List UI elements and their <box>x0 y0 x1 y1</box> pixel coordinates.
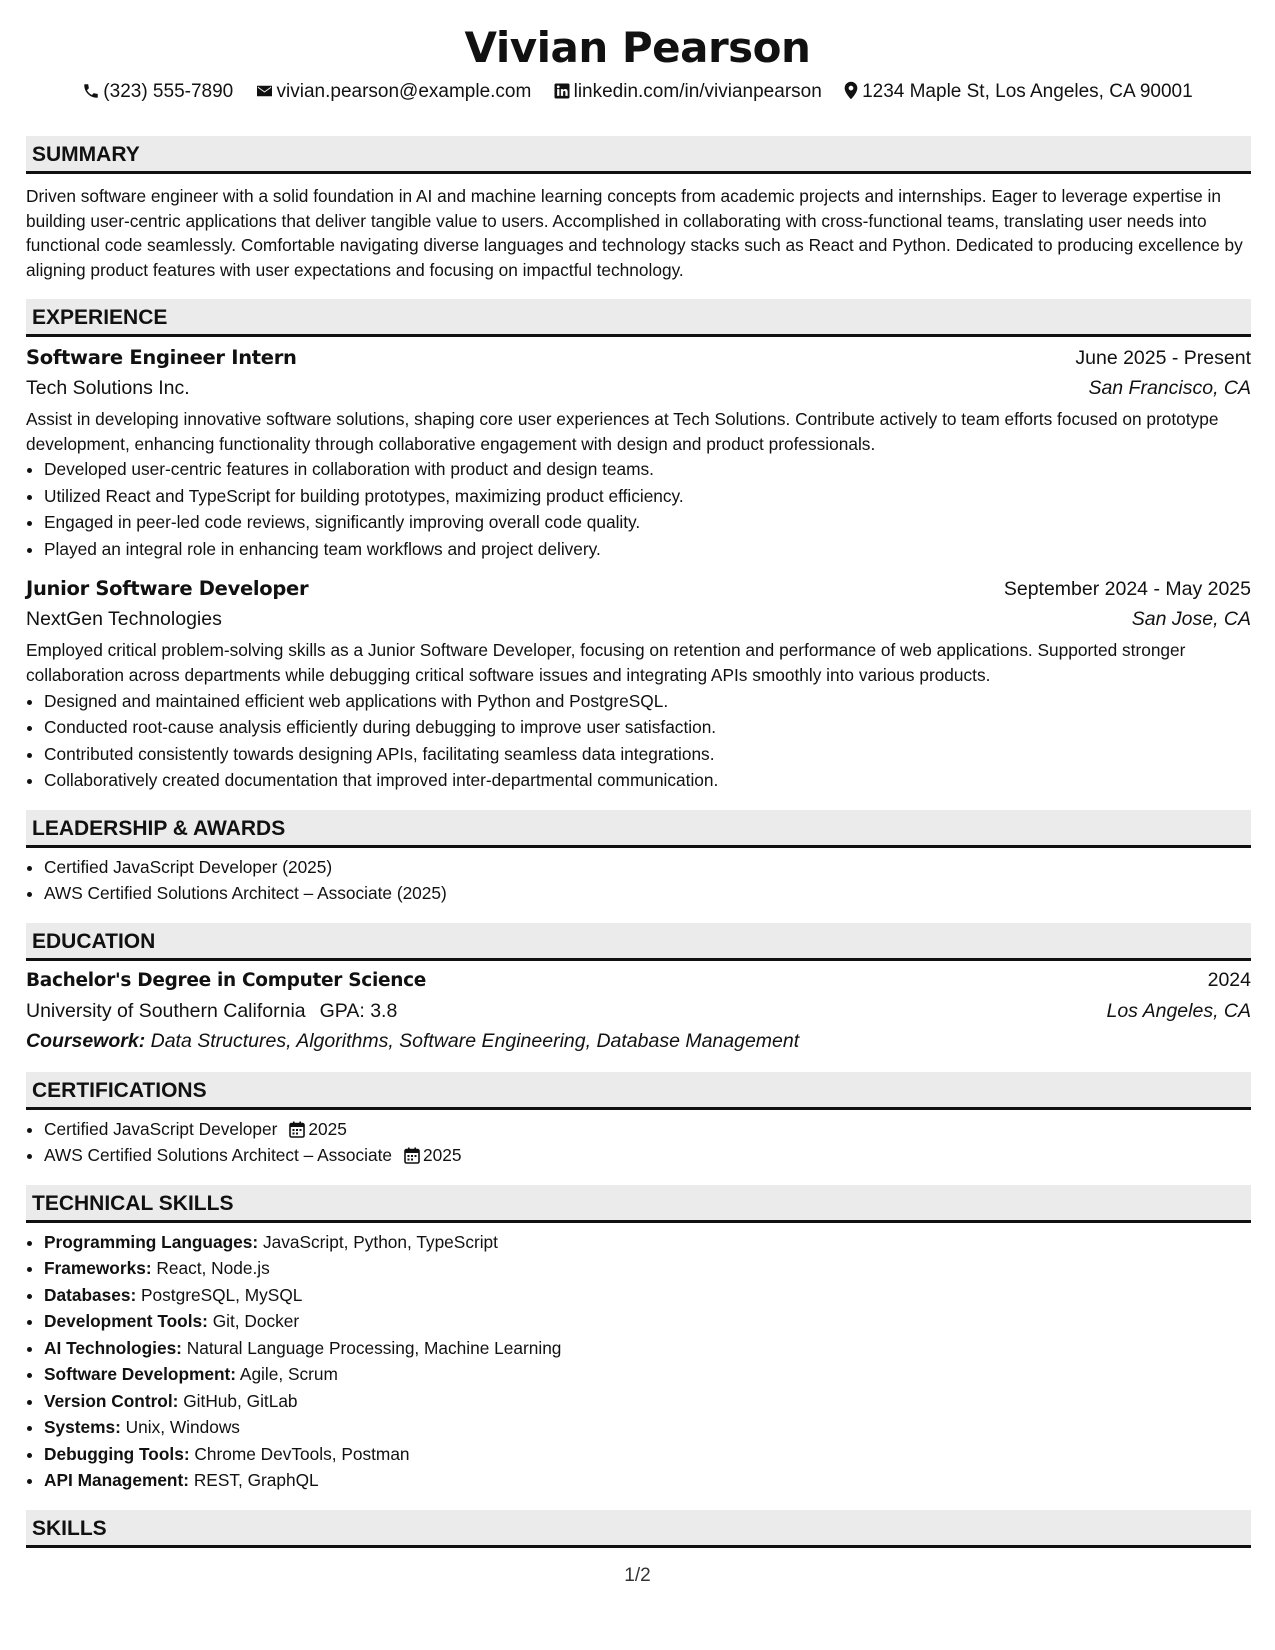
skill-label: Debugging Tools: <box>44 1443 190 1464</box>
list-item <box>44 1308 1251 1335</box>
cert-year: 2025 <box>423 1145 462 1166</box>
list-item: • Played an integral role in enhancing team workflows and project delivery. <box>44 536 1251 563</box>
degree-year: 2024 <box>1207 968 1251 991</box>
contact-address <box>843 79 1193 105</box>
job-location: San Francisco, CA <box>1088 376 1251 399</box>
skill-label: Frameworks: <box>44 1258 152 1279</box>
job-description: Assist in developing innovative software solutions, shaping core user experiences at Tech Solutions. Contribute actively to team efforts focused on prototype development, enhancing functionality through collaborative engagement with design and product professionals. <box>26 408 1219 454</box>
list-item <box>44 1441 1251 1468</box>
job-bullets <box>26 688 1251 794</box>
skill-label: AI Technologies: <box>44 1337 182 1358</box>
job-location: San Jose, CA <box>1131 608 1251 631</box>
skill-label: API Management: <box>44 1470 189 1491</box>
list-item: • Certified JavaScript Developer (2025) <box>44 854 1251 881</box>
page-number: 1/2 <box>624 1565 651 1586</box>
leadership-section <box>26 848 1251 907</box>
job-title: Software Engineer Intern <box>26 345 297 369</box>
skill-value: REST, GraphQL <box>193 1470 319 1491</box>
skill-label: Programming Languages: <box>44 1231 259 1252</box>
coursework-text: Data Structures, Algorithms, Software Engineering, Database Management <box>150 1029 800 1052</box>
school-location: Los Angeles, CA <box>1106 999 1251 1022</box>
list-item <box>44 1282 1251 1309</box>
skill-value: Unix, Windows <box>125 1417 240 1438</box>
skill-label: Version Control: <box>44 1390 179 1411</box>
certifications-list <box>26 1116 1251 1169</box>
email-text: vivian.pearson@example.com <box>276 81 532 102</box>
skill-label: Development Tools: <box>44 1311 208 1332</box>
skill-value: JavaScript, Python, TypeScript <box>262 1231 498 1252</box>
list-item: • Conducted root-cause analysis efficiently during debugging to improve user satisfaction. <box>44 714 1251 741</box>
certifications-heading: CERTIFICATIONS <box>26 1072 1251 1110</box>
linkedin-text: linkedin.com/in/vivianpearson <box>573 81 822 102</box>
contact-linkedin[interactable] <box>553 79 822 105</box>
list-item: • Developed user-centric features in collaboration with product and design teams. <box>44 456 1251 483</box>
skill-value: GitHub, GitLab <box>183 1390 298 1411</box>
school-name: University of Southern California <box>26 999 306 1022</box>
job-dates: June 2025 - Present <box>1075 346 1251 369</box>
linkedin-icon <box>553 82 571 100</box>
skill-value: PostgreSQL, MySQL <box>141 1284 303 1305</box>
technical-skills-heading: TECHNICAL SKILLS <box>26 1185 1251 1223</box>
envelope-icon <box>255 82 274 100</box>
contact-phone[interactable] <box>82 79 233 105</box>
experience-section <box>26 337 1251 794</box>
list-item: • Collaboratively created documentation that improved inter-departmental communication. <box>44 767 1251 794</box>
education-section <box>26 961 1251 1056</box>
technical-skills-section <box>26 1223 1251 1494</box>
job-company: NextGen Technologies <box>26 608 222 631</box>
cert-name: Certified JavaScript Developer <box>44 1118 278 1139</box>
job-dates: September 2024 - May 2025 <box>1003 578 1251 601</box>
list-item <box>44 1229 1251 1256</box>
resume-content <box>26 136 1251 1548</box>
calendar-icon <box>289 1121 305 1138</box>
coursework-label: Coursework: <box>26 1029 146 1052</box>
gpa-text: GPA: 3.8 <box>319 999 398 1022</box>
map-pin-icon <box>843 81 859 100</box>
leadership-list <box>26 854 1251 907</box>
list-item <box>44 1361 1251 1388</box>
job-title: Junior Software Developer <box>26 577 309 601</box>
degree-title: Bachelor's Degree in Computer Science <box>26 969 427 991</box>
skill-value: React, Node.js <box>156 1258 270 1279</box>
experience-heading: EXPERIENCE <box>26 299 1251 337</box>
coursework-line <box>26 1026 1251 1056</box>
list-item <box>44 1335 1251 1362</box>
phone-text: (323) 555-7890 <box>103 81 234 102</box>
education-heading: EDUCATION <box>26 923 1251 961</box>
summary-section <box>26 174 1251 283</box>
phone-icon <box>82 82 100 100</box>
cert-name: AWS Certified Solutions Architect – Associate <box>44 1145 393 1166</box>
skill-value: Natural Language Processing, Machine Learning <box>186 1337 562 1358</box>
list-item <box>44 1255 1251 1282</box>
candidate-name: Vivian Pearson <box>464 23 811 72</box>
contact-bar <box>0 79 1275 105</box>
address-text: 1234 Maple St, Los Angeles, CA 90001 <box>862 81 1193 102</box>
summary-heading: SUMMARY <box>26 136 1251 174</box>
skill-value: Chrome DevTools, Postman <box>194 1443 410 1464</box>
list-item: • Utilized React and TypeScript for building prototypes, maximizing product efficiency. <box>44 483 1251 510</box>
list-item <box>44 1414 1251 1441</box>
job-description: Employed critical problem-solving skills as a Junior Software Developer, focusing on retention and performance of web applications. Supported stronger collaboration across departments while debugging critical software issues and integrating APIs smoothly into various products. <box>26 640 1186 685</box>
skills-heading: SKILLS <box>26 1510 1251 1548</box>
list-item: • Designed and maintained efficient web applications with Python and PostgreSQL. <box>44 688 1251 715</box>
list-item <box>44 1142 1251 1169</box>
calendar-icon <box>404 1147 420 1164</box>
skill-value: Git, Docker <box>212 1311 300 1332</box>
leadership-heading: LEADERSHIP & AWARDS <box>26 810 1251 848</box>
summary-text: Driven software engineer with a solid foundation in AI and machine learning concepts from academic projects and internships. Eager to leverage expertise in building user-centric applications that deliver tangible value to users. Accomplished in collaborating with cross-functional teams, translating user needs into functional code seamlessly. Comfortable navigating diverse languages and technology stacks such as React and Python. Dedicated to producing excellence by aligning product features with user expectations and focusing on impactful technology. <box>26 186 1243 281</box>
list-item: • Contributed consistently towards designing APIs, facilitating seamless data integrations. <box>44 741 1251 768</box>
job-bullets <box>26 456 1251 562</box>
list-item: • Engaged in peer-led code reviews, significantly improving overall code quality. <box>44 509 1251 536</box>
certifications-section <box>26 1110 1251 1169</box>
skill-label: Systems: <box>44 1417 121 1438</box>
job-entry <box>26 343 1251 562</box>
school-line <box>26 996 397 1026</box>
contact-email[interactable] <box>255 79 532 105</box>
job-company: Tech Solutions Inc. <box>26 376 190 399</box>
list-item: • AWS Certified Solutions Architect – Associate (2025) <box>44 880 1251 907</box>
list-item <box>44 1388 1251 1415</box>
skill-label: Software Development: <box>44 1364 237 1385</box>
cert-year: 2025 <box>308 1118 347 1139</box>
skill-label: Databases: <box>44 1284 137 1305</box>
list-item <box>44 1467 1251 1494</box>
skill-value: Agile, Scrum <box>239 1364 338 1385</box>
job-entry <box>26 574 1251 793</box>
technical-skills-list <box>26 1229 1251 1494</box>
list-item <box>44 1116 1251 1143</box>
